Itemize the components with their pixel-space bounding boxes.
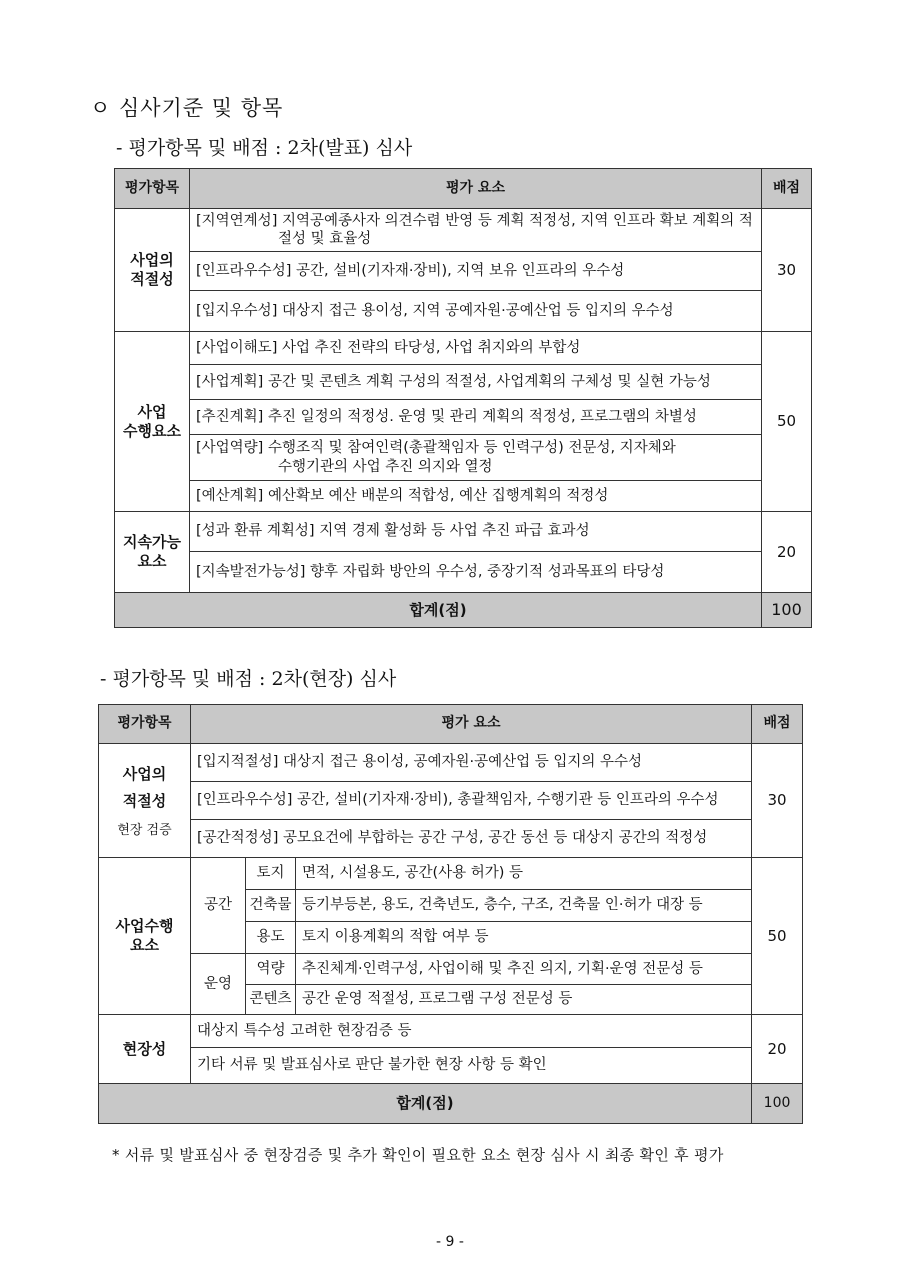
score-cell: 50 <box>752 858 803 1015</box>
category-cell: 현장성 <box>99 1015 191 1084</box>
score-cell: 20 <box>762 512 812 593</box>
subitem-cell: 건축물 <box>246 890 296 922</box>
total-label: 합계(점) <box>115 593 762 628</box>
table2-caption: - 평가항목 및 배점 : 2차(현장) 심사 <box>100 668 397 690</box>
element-text-cont: 절성 및 효율성 <box>278 231 372 247</box>
section-heading: ㅇ 심사기준 및 항목 <box>90 96 284 120</box>
element-text: [사업역량] 수행조직 및 참여인력(총괄책임자 등 인력구성) 전문성, 지자체와 <box>196 440 676 457</box>
total-score: 100 <box>752 1084 803 1124</box>
subitem-cell: 토지 <box>246 858 296 890</box>
subcategory-space: 공간 <box>191 858 246 954</box>
category-cell <box>99 858 191 1015</box>
element-cell: 등기부등본, 용도, 건축년도, 층수, 구조, 건축물 인·허가 대장 등 <box>296 890 752 922</box>
element-cell: [입지우수성] 대상지 접근 용이성, 지역 공예자원·공예산업 등 입지의 우수성 <box>190 291 762 332</box>
footnote: * 서류 및 발표심사 중 현장검증 및 추가 확인이 필요한 요소 현장 심사 시 최종 확인 후 평가 <box>112 1146 724 1164</box>
subcategory-operation: 운영 <box>191 954 246 1015</box>
element-cell: [추진계획] 추진 일정의 적정성. 운영 및 관리 계획의 적정성, 프로그램의 차별성 <box>190 400 762 435</box>
score-cell: 20 <box>752 1015 803 1084</box>
element-cell: [사업계획] 공간 및 콘텐츠 계획 구성의 적절성, 사업계획의 구체성 및 실현 가능성 <box>190 365 762 400</box>
element-text: [지역연계성] 지역공예종사자 의견수렴 반영 등 계획 적정성, 지역 인프라 확보 계획의 적 <box>196 212 753 229</box>
header-elements: 평가 요소 <box>190 169 762 209</box>
element-text-cont: 수행기관의 사업 추진 의지와 열정 <box>278 458 493 475</box>
category-cell <box>99 744 191 858</box>
category-label: 사업 수행요소 <box>123 402 181 440</box>
element-cell: 면적, 시설용도, 공간(사용 허가) 등 <box>296 858 752 890</box>
category-label: 지속가능 요소 <box>123 533 181 570</box>
header-category: 평가항목 <box>99 705 191 744</box>
total-score: 100 <box>762 593 812 628</box>
element-cell: [성과 환류 계획성] 지역 경제 활성화 등 사업 추진 파급 효과성 <box>190 512 762 552</box>
element-cell: 공간 운영 적절성, 프로그램 구성 전문성 등 <box>296 985 752 1015</box>
category-cell <box>115 512 190 593</box>
element-cell: 대상지 특수성 고려한 현장검증 등 <box>191 1015 752 1048</box>
header-category: 평가항목 <box>115 169 190 209</box>
evaluation-table-presentation <box>114 168 812 628</box>
element-cell <box>190 209 762 252</box>
table1-caption: - 평가항목 및 배점 : 2차(발표) 심사 <box>116 137 413 159</box>
category-label: 사업의 적절성 <box>122 765 167 811</box>
header-elements: 평가 요소 <box>191 705 752 744</box>
total-label: 합계(점) <box>99 1084 752 1124</box>
score-cell: 50 <box>762 332 812 512</box>
element-cell: 토지 이용계획의 적합 여부 등 <box>296 922 752 954</box>
subitem-cell: 용도 <box>246 922 296 954</box>
element-cell: 추진체계·인력구성, 사업이해 및 추진 의지, 기획·운영 전문성 등 <box>296 954 752 985</box>
element-cell: 기타 서류 및 발표심사로 판단 불가한 현장 사항 등 확인 <box>191 1048 752 1084</box>
element-cell: [인프라우수성] 공간, 설비(기자재·장비), 지역 보유 인프라의 우수성 <box>190 252 762 291</box>
element-cell: [예산계획] 예산확보 예산 배분의 적합성, 예산 집행계획의 적정성 <box>190 481 762 512</box>
score-cell: 30 <box>762 209 812 332</box>
header-score: 배점 <box>762 169 812 209</box>
element-cell <box>190 435 762 481</box>
element-cell: [사업이해도] 사업 추진 전략의 타당성, 사업 취지와의 부합성 <box>190 332 762 365</box>
score-cell: 30 <box>752 744 803 858</box>
category-label: 사업의 적절성 <box>130 251 174 288</box>
element-cell: [공간적정성] 공모요건에 부합하는 공간 구성, 공간 동선 등 대상지 공간의 적정성 <box>191 820 752 858</box>
category-label: 사업수행 요소 <box>115 917 174 954</box>
page-number: - 9 - <box>436 1234 464 1250</box>
element-cell: [입지적절성] 대상지 접근 용이성, 공예자원·공예산업 등 입지의 우수성 <box>191 744 752 782</box>
evaluation-table-onsite <box>98 704 803 1124</box>
category-note: 현장 검증 <box>117 823 172 839</box>
category-cell <box>115 209 190 332</box>
subitem-cell: 콘텐츠 <box>246 985 296 1015</box>
element-cell: [인프라우수성] 공간, 설비(기자재·장비), 총괄책임자, 수행기관 등 인프라의 우수성 <box>191 782 752 820</box>
element-cell: [지속발전가능성] 향후 자립화 방안의 우수성, 중장기적 성과목표의 타당성 <box>190 552 762 593</box>
category-cell <box>115 332 190 512</box>
subitem-cell: 역량 <box>246 954 296 985</box>
header-score: 배점 <box>752 705 803 744</box>
